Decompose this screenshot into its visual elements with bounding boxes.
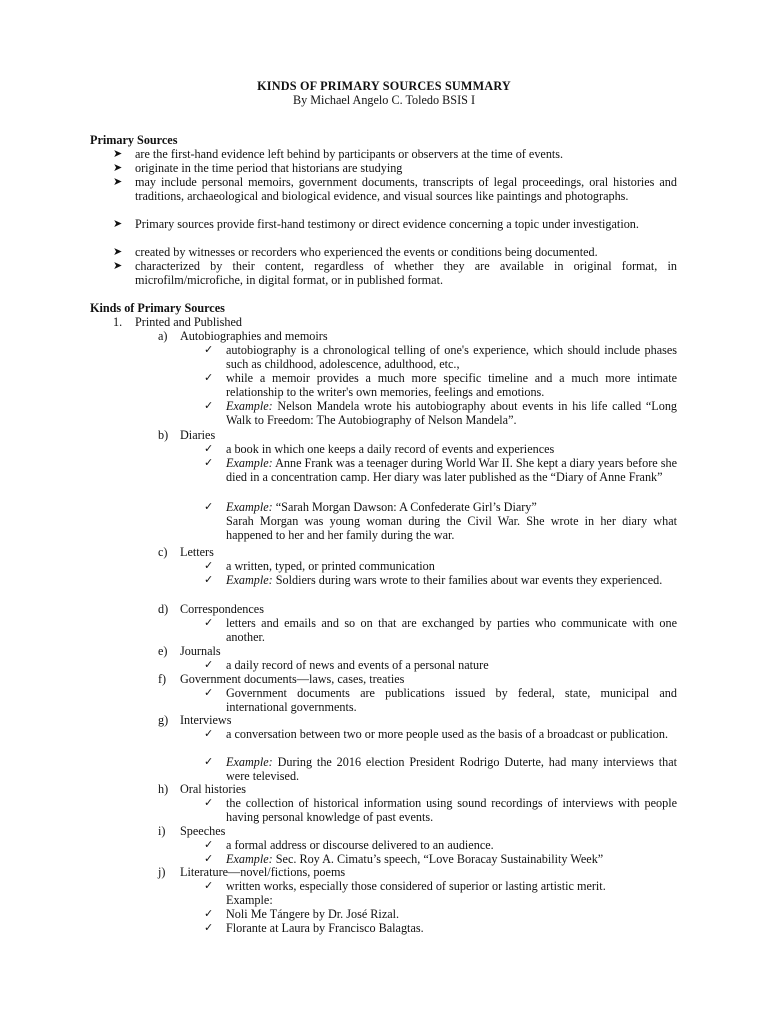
sub-label: Autobiographies and memoirs [180,329,328,343]
sub-letter: b) [158,428,169,442]
sub-letter: d) [158,602,169,616]
sub-label: Speeches [180,824,226,838]
primary-bullet: Primary sources provide first-hand testimony or direct evidence concerning a topic under investigation. [135,217,639,231]
sub-label: Letters [180,545,214,559]
check-item: the collection of historical information using sound recordings of interviews with people having personal knowledge of past events. [226,796,677,824]
arrow-bullet-icon: ➤ [113,218,123,230]
checkmark-icon: ✓ [204,344,214,356]
example-text: Anne Frank was a teenager during World War II. She kept a diary years before she died in a concentration camp. Her diary was later published as the “Diary of Anne Frank” [226,456,677,484]
checkmark-icon: ✓ [204,617,214,629]
check-item: Noli Me Tángere by Dr. José Rizal. [226,907,400,921]
check-item [226,756,677,783]
example-label: Example: [226,399,273,413]
example-text: During the 2016 election President Rodrigo Duterte, had many interviews that were televised. [226,755,678,783]
sub-label: Diaries [180,428,216,442]
check-item [226,457,677,484]
checkmark-icon: ✓ [204,880,214,892]
sub-letter: i) [158,824,166,838]
example-label: Example: [226,755,273,769]
example-label: Example: [226,573,273,587]
sub-label: Interviews [180,713,232,727]
sub-letter: e) [158,644,168,658]
check-item: a conversation between two or more people used as the basis of a broadcast or publication. [226,727,668,741]
primary-bullet: originate in the time period that historians are studying [135,161,403,175]
check-item: letters and emails and so on that are exchanged by parties who communicate with one another. [226,616,677,644]
example-label: Example: [226,852,273,866]
sub-label: Literature—novel/fictions, poems [180,865,346,879]
check-item: a book in which one keeps a daily record of events and experiences [226,442,555,456]
check-item [226,574,677,588]
checkmark-icon: ✓ [204,728,214,740]
arrow-bullet-icon: ➤ [113,162,123,174]
checkmark-icon: ✓ [204,501,214,513]
arrow-bullet-icon: ➤ [113,260,123,272]
primary-bullet: created by witnesses or recorders who experienced the events or conditions being documented. [135,245,598,259]
check-item: autobiography is a chronological telling of one's experience, which should include phases such as childhood, adolescence, adulthood, etc., [226,343,677,371]
sub-letter: g) [158,713,169,727]
arrow-bullet-icon: ➤ [113,246,123,258]
checkmark-icon: ✓ [204,372,214,384]
check-item: Florante at Laura by Francisco Balagtas. [226,921,424,935]
check-item: a daily record of news and events of a personal nature [226,658,489,672]
example-text: Nelson Mandela wrote his autobiography about events in his life called “Long Walk to Freedom: The Autobiography of Nelson Mandela”. [226,399,678,427]
primary-sources-heading: Primary Sources [90,133,178,147]
check-item: written works, especially those considered of superior or lasting artistic merit. [226,879,606,893]
sub-letter: h) [158,782,169,796]
sub-label: Journals [180,644,221,658]
example-text: Soldiers during wars wrote to their families about war events they experienced. [275,573,663,587]
checkmark-icon: ✓ [204,756,214,768]
example-text: Sec. Roy A. Cimatu’s speech, “Love Boracay Sustainability Week” [275,852,604,866]
checkmark-icon: ✓ [204,560,214,572]
document-author: By Michael Angelo C. Toledo BSIS I [292,93,476,107]
checkmark-icon: ✓ [204,687,214,699]
checkmark-icon: ✓ [204,443,214,455]
checkmark-icon: ✓ [204,400,214,412]
kinds-heading: Kinds of Primary Sources [90,301,225,315]
sub-label: Oral histories [180,782,247,796]
check-item: a formal address or discourse delivered to an audience. [226,838,494,852]
primary-bullet: characterized by their content, regardless of whether they are available in original format, in microfilm/microfiche, in digital format, or in published format. [135,259,677,287]
check-item: while a memoir provides a much more specific timeline and a much more intimate relationship to the writer's own memories, feelings and emotions. [226,371,677,399]
document-title: KINDS OF PRIMARY SOURCES SUMMARY [257,79,511,93]
check-item: Government documents are publications issued by federal, state, municipal and international governments. [226,686,677,714]
primary-bullet: may include personal memoirs, government documents, transcripts of legal proceedings, oral histories and traditions, archaeological and biological evidence, and visual sources like paintings and photographs. [135,175,677,203]
checkmark-icon: ✓ [204,659,214,671]
example-label: Example: [226,500,273,514]
primary-bullet: are the first-hand evidence left behind by participants or observers at the time of events. [135,147,564,161]
checkmark-icon: ✓ [204,797,214,809]
arrow-bullet-icon: ➤ [113,176,123,188]
item-number: 1. [113,315,123,329]
example-label: Example: [226,456,273,470]
checkmark-icon: ✓ [204,853,214,865]
sub-label: Correspondences [180,602,264,616]
sub-letter: j) [158,865,166,879]
sub-letter: f) [158,672,167,686]
checkmark-icon: ✓ [204,908,214,920]
checkmark-icon: ✓ [204,922,214,934]
check-item: a written, typed, or printed communication [226,559,435,573]
sub-letter: c) [158,545,168,559]
check-item-continuation: Example: [226,893,273,907]
sub-letter: a) [158,329,168,343]
sub-label: Government documents—laws, cases, treaties [180,672,405,686]
checkmark-icon: ✓ [204,457,214,469]
arrow-bullet-icon: ➤ [113,148,123,160]
checkmark-icon: ✓ [204,574,214,586]
item-label: Printed and Published [135,315,242,329]
check-item [226,400,677,427]
example-text: “Sarah Morgan Dawson: A Confederate Girl’s Diary” [275,500,537,514]
check-item-continuation: Sarah Morgan was young woman during the Civil War. She wrote in her diary what happened to her and her family during the war. [226,514,677,542]
checkmark-icon: ✓ [204,839,214,851]
check-item [226,501,677,515]
